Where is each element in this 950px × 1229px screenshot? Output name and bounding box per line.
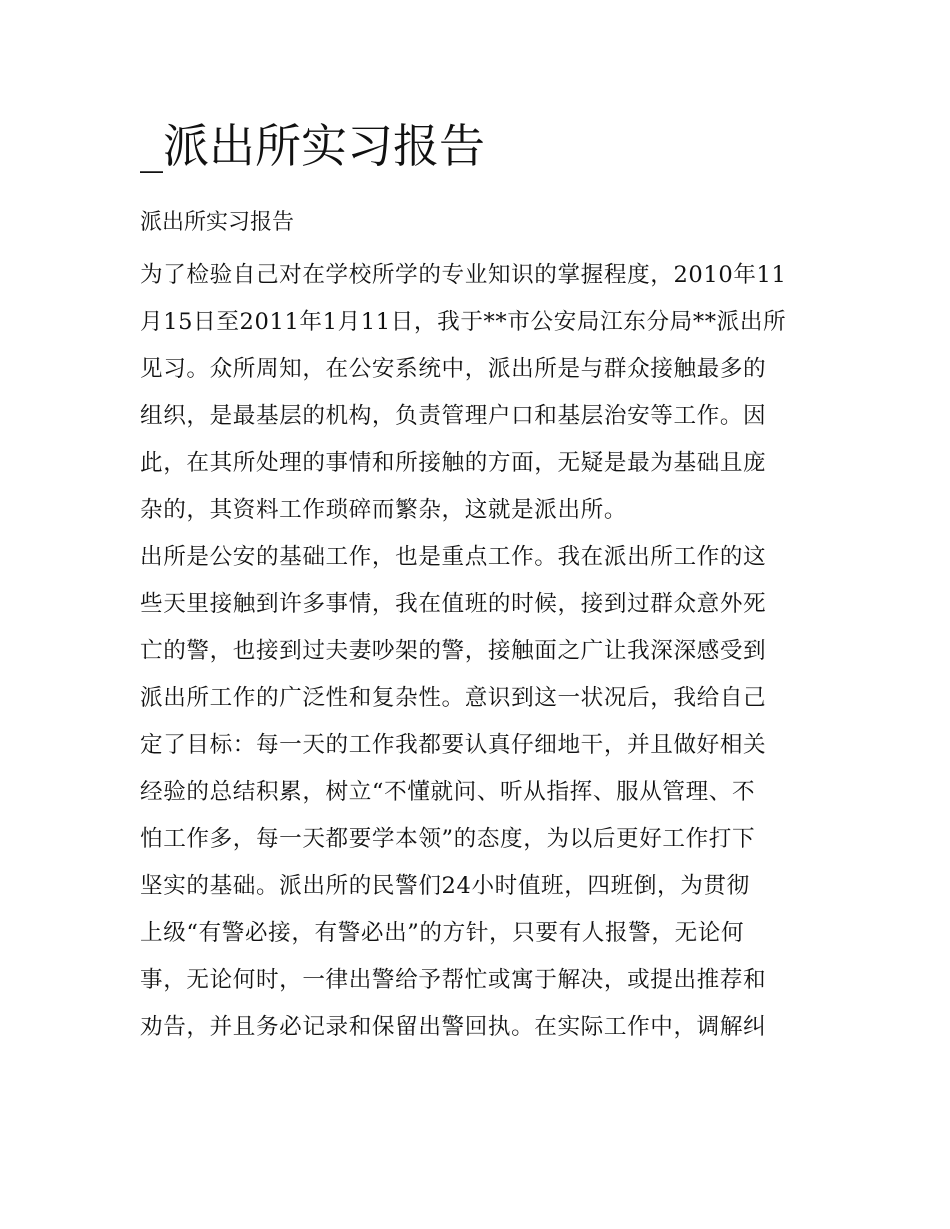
text-line: 见习。众所周知，在公安系统中，派出所是与群众接触最多的 [140, 356, 767, 382]
text-line: 派出所工作的广泛性和复杂性。意识到这一状况后，我给自己 [140, 685, 767, 711]
document-subtitle: 派出所实习报告 [140, 210, 295, 235]
text-line: 此，在其所处理的事情和所接触的方面，无疑是最为基础且庞 [140, 450, 767, 476]
text-line: 怕工作多，每一天都要学本领”的态度，为以后更好工作打下 [140, 826, 756, 852]
text-line: 上级“有警必接，有警必出”的方针，只要有人报警，无论何 [140, 920, 745, 946]
text-line: 坚实的基础。派出所的民警们24小时值班，四班倒，为贯彻 [140, 873, 750, 899]
text-line: 亡的警，也接到过夫妻吵架的警，接触面之广让我深深感受到 [140, 638, 767, 664]
text-line: 些天里接触到许多事情，我在值班的时候，接到过群众意外死 [140, 591, 767, 617]
text-line: 定了目标：每一天的工作我都要认真仔细地干，并且做好相关 [140, 732, 767, 758]
text-line: 月15日至2011年1月11日，我于**市公安局江东分局**派出所 [140, 309, 787, 335]
text-line: 事，无论何时，一律出警给予帮忙或寓于解决，或提出推荐和 [140, 967, 767, 993]
text-line: 劝告，并且务必记录和保留出警回执。在实际工作中，调解纠 [140, 1014, 767, 1040]
text-line: 为了检验自己对在学校所学的专业知识的掌握程度，2010年11 [140, 262, 787, 288]
document-body [140, 252, 812, 1051]
text-line: 杂的，其资料工作琐碎而繁杂，这就是派出所。 [140, 497, 628, 523]
text-line: 经验的总结积累，树立“不懂就问、听从指挥、服从管理、不 [140, 779, 756, 805]
document-title: _派出所实习报告 [140, 119, 485, 173]
text-line: 组织，是最基层的机构，负责管理户口和基层治安等工作。因 [140, 403, 767, 429]
text-line: 出所是公安的基础工作，也是重点工作。我在派出所工作的这 [140, 544, 767, 570]
